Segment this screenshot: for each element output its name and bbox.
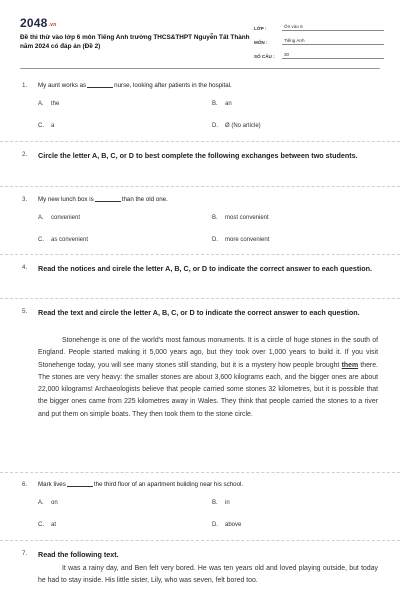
stem-before: Mark lives [38,481,66,488]
question-6 [22,481,382,531]
question-7 [22,549,382,563]
answer-blank [95,201,121,202]
stem-after: nurse, looking after patients in the hospital. [114,82,232,89]
passage-highlight: them [341,361,359,369]
question-number: 5. [22,308,28,315]
question-instruction: Read the following text. [38,550,119,559]
meta-label: LỚP : [254,26,267,31]
option-a[interactable] [38,215,80,221]
stem-after: than the old one. [121,196,168,203]
question-stem [38,82,232,89]
question-2 [22,150,382,176]
option-b[interactable] [212,101,232,107]
question-number: 3. [22,196,28,203]
option-letter: C. [38,237,44,243]
option-d[interactable] [212,123,261,129]
meta-value: 30 [282,52,384,59]
page-header [0,0,400,66]
question-stem [38,481,243,488]
option-c[interactable] [38,522,56,528]
option-text: the [51,101,60,107]
question-instruction: Circle the letter A, B, C, or D to best complete the following exchanges between two students. [38,151,358,160]
reading-passage [38,335,378,421]
logo-text: 2048 [20,16,48,30]
option-text: more convenient [225,237,270,243]
option-b[interactable] [212,215,269,221]
option-text: most convenient [225,215,269,221]
exam-title: Đề thi thử vào lớp 6 môn Tiếng Anh trường THCS&THPT Nguyễn Tất Thành năm 2024 có đáp án (Đề 2) [20,34,250,50]
option-text: above [225,522,242,528]
answer-blank [67,486,93,487]
option-letter: B. [212,215,218,221]
option-d[interactable] [212,237,269,243]
option-letter: A. [38,101,44,107]
option-d[interactable] [212,522,241,528]
option-c[interactable] [38,123,54,129]
question-separator [0,186,400,187]
exam-meta [254,18,384,60]
question-separator [0,254,400,255]
option-text: in [225,500,230,506]
question-instruction: Read the text and circle the letter A, B, C, or D to indicate the correct answer to each question. [38,308,360,317]
question-separator [0,540,400,541]
passage-text: It was a rainy day, and Ben felt very bored. He was ten years old and loved playing outside, but today he had to stay inside. His little sister, Lily, who was seven, felt bored too. [38,565,378,585]
stem-after: the third floor of an apartment building near his school. [93,481,244,488]
site-logo[interactable] [20,16,56,30]
question-1 [22,82,382,132]
option-text: an [225,101,232,107]
option-letter: C. [38,522,44,528]
question-number: 7. [22,550,28,557]
stem-before: My aunt works as [38,82,87,89]
header-divider [20,68,380,69]
option-text: a [51,123,55,129]
question-separator [0,472,400,473]
option-letter: A. [38,500,44,506]
option-text: as convenient [51,237,89,243]
question-stem [38,196,168,203]
option-letter: D. [212,123,218,129]
option-letter: D. [212,522,218,528]
question-number: 4. [22,264,28,271]
question-number: 2. [22,151,28,158]
meta-subject [254,32,384,45]
stem-before: My new lunch box is [38,196,94,203]
option-letter: B. [212,500,218,506]
option-text: at [51,522,57,528]
reading-passage [38,563,378,588]
option-a[interactable] [38,101,59,107]
question-4 [22,263,382,289]
option-letter: D. [212,237,218,243]
meta-value: Tiếng Anh [282,38,384,45]
option-letter: B. [212,101,218,107]
answer-blank [87,87,113,88]
meta-label: SỐ CÂU : [254,54,275,59]
passage-text: there. The stones are very heavy: the smaller stones are about 3,600 kilograms each, and the bigger ones are about 22,000 kilograms! Archaeologists believe that people carried some stones 32 kilometres, but it is possible that the bigger ones came from 225 kilometres away in Wales. They think that people carried the stones to a river and put them on simple boats. They then took them to the stone circle. [38,361,378,418]
option-text: on [51,500,58,506]
meta-value: Ôn vào 6 [282,24,384,31]
option-c[interactable] [38,237,88,243]
question-3 [22,196,382,246]
meta-label: MÔN : [254,40,268,45]
question-number: 6. [22,481,28,488]
question-number: 1. [22,82,28,89]
option-letter: A. [38,215,44,221]
logo-suffix: .vn [48,22,57,28]
question-5 [22,307,382,333]
question-separator [0,298,400,299]
question-separator [0,141,400,142]
meta-count [254,46,384,59]
option-letter: C. [38,123,44,129]
question-instruction: Read the notices and cirele the letter A, B, C, or D to indicate the correct answer to each question. [38,264,373,273]
option-text: convenient [51,215,81,221]
option-text: Ø (No article) [225,123,261,129]
meta-class [254,18,384,31]
option-a[interactable] [38,500,58,506]
passage-text: Stonehenge is one of the world's most famous monuments. It is a circle of huge stones in the south of England. People started making it 5,000 years ago, but they took over 1,000 years to build it. If you visit Stonehenge today, you will see many stones still standing, but it is a mystery how people brought [38,337,378,369]
option-b[interactable] [212,500,230,506]
